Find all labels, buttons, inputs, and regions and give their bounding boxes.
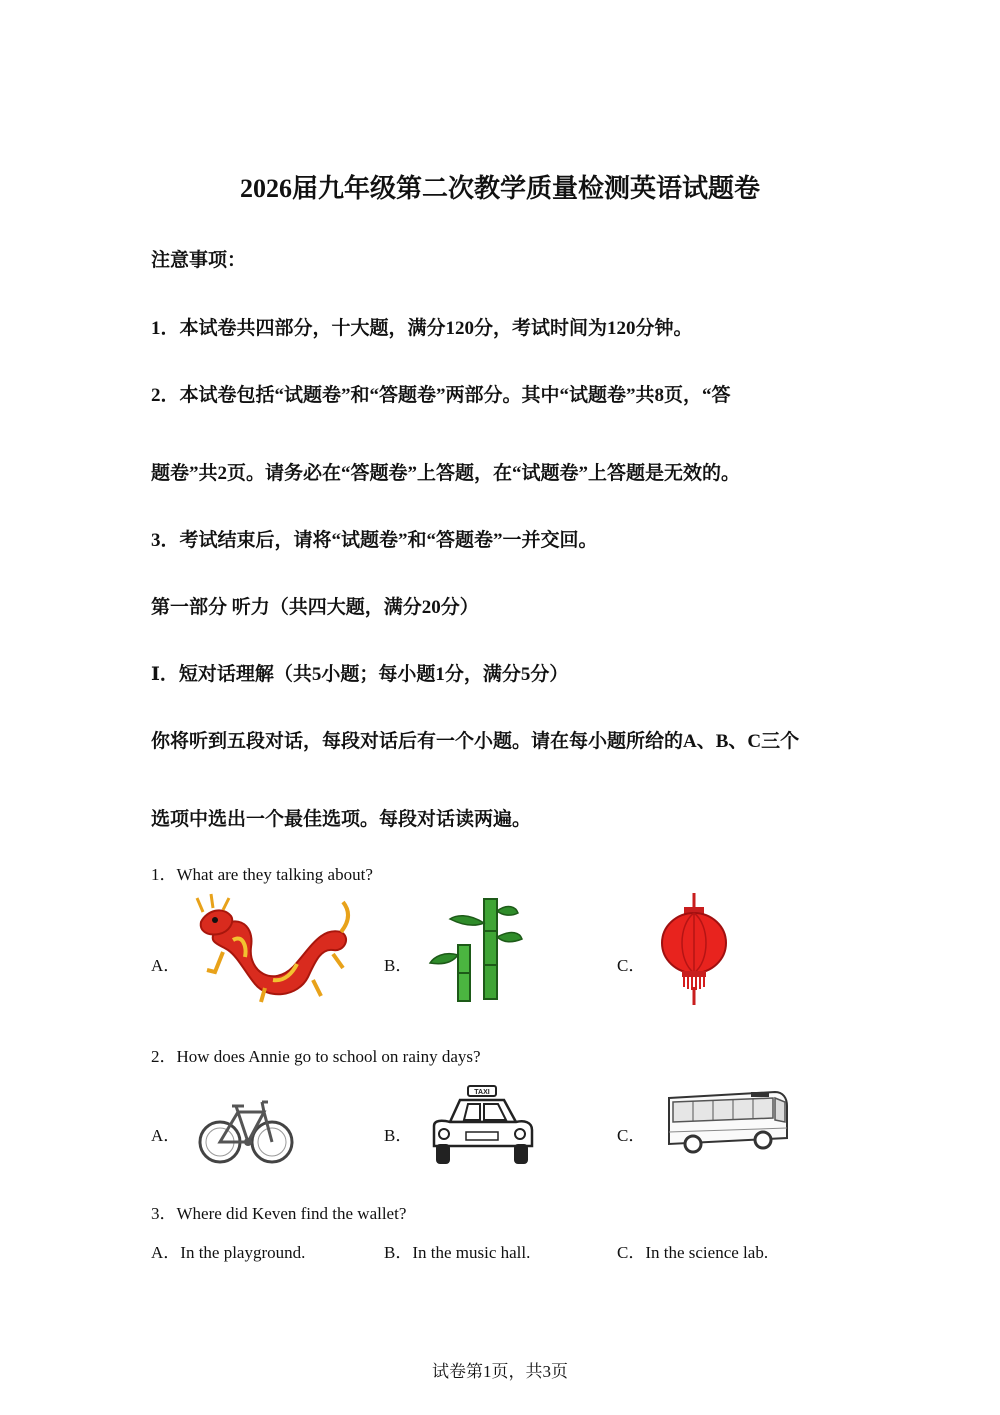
page-footer: 试卷第1页，共3页	[432, 1362, 568, 1381]
bus-image	[665, 1088, 791, 1160]
dragon-image	[193, 892, 353, 1007]
section1-heading: Ⅰ．短对话理解（共5小题；每小题1分，满分5分）	[151, 664, 569, 685]
question-2-text: 2．How does Annie go to school on rainy days?	[151, 1047, 481, 1066]
q3-option-c-text: In the science lab.	[645, 1243, 769, 1262]
q1-option-c-label: C．	[617, 956, 646, 975]
notice-item-1: 1．本试卷共四部分，十大题，满分120分，考试时间为120分钟。	[151, 318, 693, 339]
question-3-text: 3．Where did Keven find the wallet?	[151, 1204, 407, 1223]
notice-heading: 注意事项：	[151, 250, 247, 271]
notice-item-2-line-2: 题卷”共2页。请务必在“答题卷”上答题，在“试题卷”上答题是无效的。	[151, 463, 741, 484]
q3-option-b-label: B．	[384, 1243, 413, 1262]
notice-item-2-line-1: 2．本试卷包括“试题卷”和“答题卷”两部分。其中“试题卷”共8页，“答	[151, 385, 731, 406]
q3-option-a-text: In the playground.	[180, 1243, 306, 1262]
part1-heading: 第一部分 听力（共四大题，满分20分）	[151, 597, 479, 618]
instructions-line-2: 选项中选出一个最佳选项。每段对话读两遍。	[151, 809, 532, 830]
q1-option-a-label: A．	[151, 956, 181, 975]
instructions-line-1: 你将听到五段对话，每段对话后有一个小题。请在每小题所给的A、B、C三个	[151, 731, 800, 752]
bicycle-image	[198, 1086, 294, 1170]
notice-item-3: 3．考试结束后，请将“试题卷”和“答题卷”一并交回。	[151, 530, 598, 551]
exam-title: 2026届九年级第二次教学质量检测英语试题卷	[239, 174, 760, 203]
q3-option-c	[617, 1238, 768, 1263]
question-1-text: 1．What are they talking about?	[151, 865, 373, 884]
q2-option-c-label: C．	[617, 1126, 646, 1145]
q3-option-b-text: In the music hall.	[412, 1243, 531, 1262]
q2-option-a-label: A．	[151, 1126, 181, 1145]
red-lantern-image	[658, 893, 730, 1006]
q3-option-b	[384, 1238, 530, 1263]
q3-option-a	[151, 1238, 305, 1263]
q3-option-a-label: A．	[151, 1243, 181, 1262]
taxi-sign-text: TAXI	[474, 1089, 490, 1096]
taxi-image	[428, 1084, 536, 1171]
q3-option-c-label: C．	[617, 1243, 646, 1262]
bamboo-image	[428, 893, 523, 1006]
q1-option-b-label: B．	[384, 956, 413, 975]
q2-option-b-label: B．	[384, 1126, 413, 1145]
